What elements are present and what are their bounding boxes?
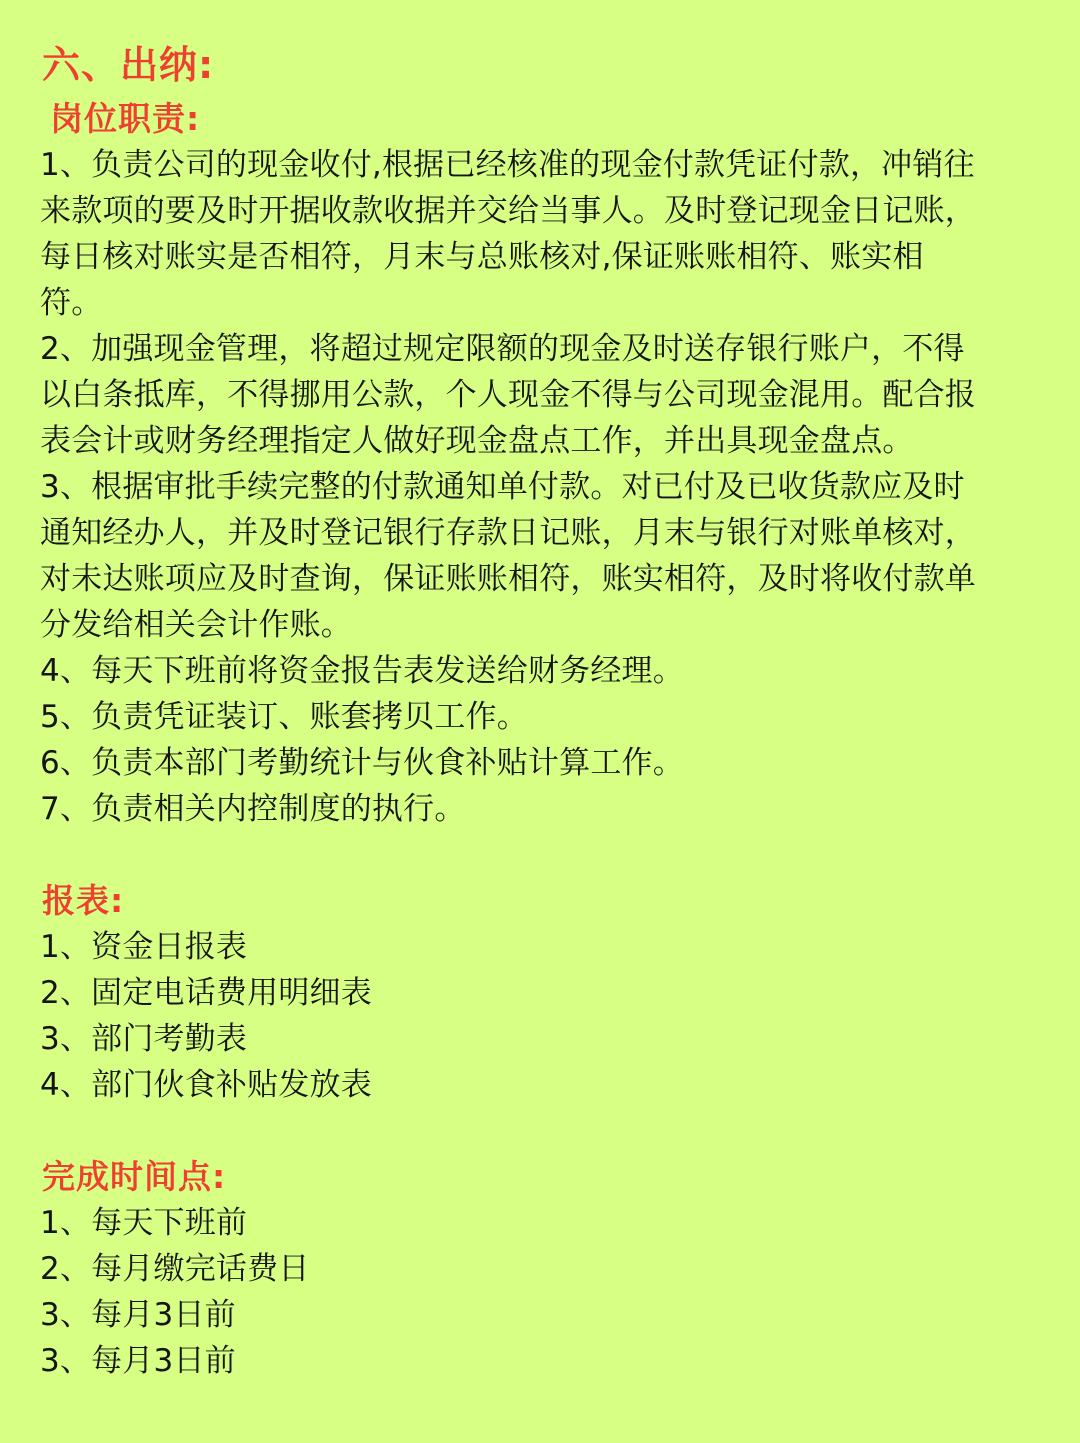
duty-text-line: 2、加强现金管理，将超过规定限额的现金及时送存银行账户，不得	[40, 331, 965, 367]
reports-heading: 报表:	[42, 881, 125, 920]
section-spacer	[40, 1108, 1040, 1154]
duty-text-line: 表会计或财务经理指定人做好现金盘点工作，并出具现金盘点。	[40, 423, 914, 459]
duty-item	[40, 786, 1040, 832]
report-item: 2、固定电话费用明细表	[40, 975, 372, 1011]
duty-item	[40, 648, 1040, 694]
report-item: 3、部门考勤表	[40, 1021, 248, 1057]
duty-text-line: 以白条抵库，不得挪用公款，个人现金不得与公司现金混用。配合报	[40, 377, 976, 413]
duty-item	[40, 694, 1040, 740]
deadlines-heading: 完成时间点:	[42, 1157, 227, 1196]
duty-text-line: 6、负责本部门考勤统计与伙食补贴计算工作。	[40, 745, 684, 781]
duties-list	[40, 142, 1040, 832]
deadline-item: 1、每天下班前	[40, 1205, 248, 1241]
report-item: 4、部门伙食补贴发放表	[40, 1067, 372, 1103]
deadline-item: 2、每月缴完话费日	[40, 1251, 310, 1287]
duty-item	[40, 326, 1040, 464]
deadlines-list	[40, 1200, 1040, 1384]
duty-text-line: 5、负责凭证装订、账套拷贝工作。	[40, 699, 528, 735]
deadline-item: 3、每月3日前	[40, 1343, 236, 1379]
duty-text-line: 3、根据审批手续完整的付款通知单付款。对已付及已收货款应及时	[40, 469, 965, 505]
duty-text-line: 7、负责相关内控制度的执行。	[40, 791, 466, 827]
duty-text-line: 4、每天下班前将资金报告表发送给财务经理。	[40, 653, 684, 689]
reports-list	[40, 924, 1040, 1108]
duty-item	[40, 464, 1040, 648]
duty-text-line: 来款项的要及时开据收款收据并交给当事人。及时登记现金日记账，	[40, 193, 976, 229]
deadline-item: 3、每月3日前	[40, 1297, 236, 1333]
duty-text-line: 通知经办人，并及时登记银行存款日记账，月末与银行对账单核对，	[40, 515, 976, 551]
duty-text-line: 每日核对账实是否相符，月末与总账核对,保证账账相符、账实相	[40, 239, 924, 275]
duty-text-line: 1、负责公司的现金收付,根据已经核准的现金付款凭证付款，冲销往	[40, 147, 975, 183]
duty-text-line: 对未达账项应及时查询，保证账账相符，账实相符，及时将收付款单	[40, 561, 976, 597]
duty-text-line: 符。	[40, 285, 103, 321]
report-item: 1、资金日报表	[40, 929, 248, 965]
duty-item	[40, 740, 1040, 786]
duties-heading: 岗位职责:	[50, 99, 201, 138]
duty-item	[40, 142, 1040, 326]
section-title: 六、出纳:	[42, 43, 215, 87]
section-spacer	[40, 832, 1040, 878]
duty-text-line: 分发给相关会计作账。	[40, 607, 352, 643]
